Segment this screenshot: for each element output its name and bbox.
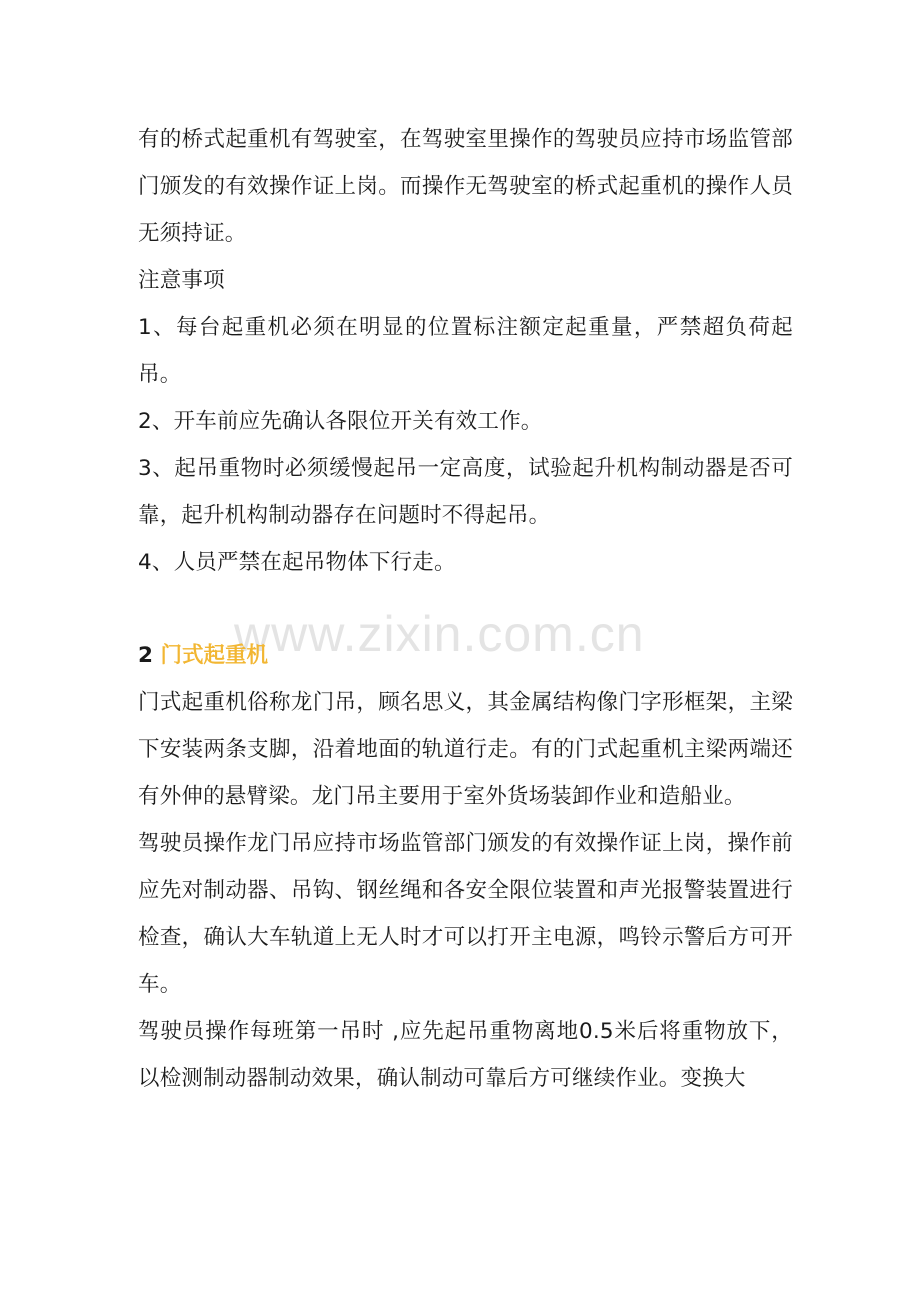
section-title: 门式起重机 <box>160 643 268 668</box>
section-number: 2 <box>138 643 153 668</box>
paragraph-bridge-crane-cab: 有的桥式起重机有驾驶室，在驾驶室里操作的驾驶员应持市场监管部门颁发的有效操作证上岗。而操作无驾驶室的桥式起重机的操作人员无须持证。 <box>138 127 793 246</box>
note-item-3: 3、起吊重物时必须缓慢起吊一定高度，试验起升机构制动器是否可靠，起升机构制动器存在问题时不得起吊。 <box>138 456 793 528</box>
paragraph-gantry-first-lift: 驾驶员操作每班第一吊时 ,应先起吊重物离地0.5米后将重物放下，以检测制动器制动效果，确认制动可靠后方可继续作业。变换大 <box>138 1019 793 1091</box>
paragraph-gantry-operation: 驾驶员操作龙门吊应持市场监管部门颁发的有效操作证上岗，操作前应先对制动器、吊钩、钢丝绳和各安全限位装置和声光报警装置进行检查，确认大车轨道上无人时才可以打开主电源，鸣铃示警后方可开车。 <box>138 831 793 997</box>
paragraph-gantry-intro: 门式起重机俗称龙门吊，顾名思义，其金属结构像门字形框架，主梁下安装两条支脚，沿着地面的轨道行走。有的门式起重机主梁两端还有外伸的悬臂梁。龙门吊主要用于室外货场装卸作业和造船业。 <box>138 690 793 809</box>
section-spacer <box>138 586 793 632</box>
section-heading <box>138 632 793 679</box>
note-item-2: 2、开车前应先确认各限位开关有效工作。 <box>138 409 543 434</box>
watermark: www.zixin.com.cn <box>234 606 645 662</box>
note-item-1: 1、每台起重机必须在明显的位置标注额定起重量，严禁超负荷起吊。 <box>138 315 793 387</box>
notes-heading: 注意事项 <box>138 268 225 293</box>
document-body <box>138 116 793 1102</box>
note-item-4: 4、人员严禁在起吊物体下行走。 <box>138 550 456 575</box>
